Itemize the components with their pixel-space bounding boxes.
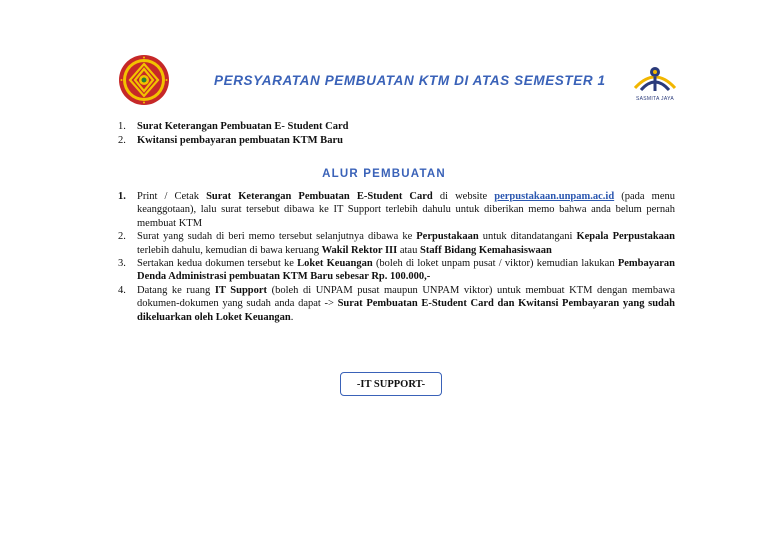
text-run-bold: Kepala Perpustakaan xyxy=(576,231,675,243)
text-run: (boleh di UNPAM pusat maupun UNPAM viktor) untuk membuat KTM dengan membawa dokumen-dokumen yang sudah anda dapat -> xyxy=(137,284,675,310)
text-run: Sertakan kedua dokumen tersebut ke xyxy=(137,258,298,270)
step-2 xyxy=(118,230,675,257)
right-logo-caption: SASMITA JAYA xyxy=(635,96,675,102)
step-number: 3. xyxy=(118,258,126,270)
step-number: 1. xyxy=(118,191,126,202)
text-run: . xyxy=(290,311,294,323)
text-run: Print / Cetak xyxy=(137,191,207,202)
university-seal-icon xyxy=(118,54,170,106)
text-run: untuk ditandatangani xyxy=(478,231,577,243)
website-link[interactable]: perpustakaan.unpam.ac.id xyxy=(494,191,615,202)
step-4 xyxy=(118,284,675,324)
text-run: di website xyxy=(432,191,495,202)
list-text: Kwitansi pembayaran pembuatan KTM Baru xyxy=(137,135,343,146)
text-run-bold: Staff Bidang Kemahasiswaan xyxy=(419,244,552,256)
text-run: atau xyxy=(397,244,420,256)
text-run: terlebih dahulu, kemudian di bawa keruang xyxy=(137,244,322,256)
text-run: (boleh di loket unpam pusat / viktor) kemudian lakukan xyxy=(372,258,618,270)
text-run: (pada menu keanggotaan), lalu surat tersebut dibawa ke IT Support terlebih dahulu untuk diberikan memo bahwa anda belum pernah membuat KTM xyxy=(137,191,675,229)
list-item xyxy=(118,134,678,148)
step-text xyxy=(137,230,675,257)
list-text: Surat Keterangan Pembuatan E- Student Card xyxy=(137,121,349,132)
text-run-bold: Surat Keterangan Pembuatan E-Student Card xyxy=(206,191,433,202)
step-3 xyxy=(118,257,675,284)
section-title: ALUR PEMBUATAN xyxy=(322,168,446,180)
text-run-bold: Wakil Rektor III xyxy=(321,244,398,256)
step-text xyxy=(137,284,675,324)
steps-list xyxy=(118,190,675,324)
list-item xyxy=(118,120,678,134)
text-run-bold: Loket Keuangan xyxy=(297,258,373,270)
page-title: PERSYARATAN PEMBUATAN KTM DI ATAS SEMESTER 1 xyxy=(214,73,606,88)
step-number: 4. xyxy=(118,284,126,296)
text-run: Surat yang sudah di beri memo tersebut selanjutnya dibawa ke xyxy=(137,231,417,243)
text-run-bold: Surat Pembuatan E-Student Card dan Kwitansi Pembayaran yang sudah dikeluarkan oleh Loket Keuangan xyxy=(137,298,675,323)
it-support-box: -IT SUPPORT- xyxy=(340,372,442,396)
step-text xyxy=(137,257,675,284)
list-number: 2. xyxy=(118,135,126,146)
step-text xyxy=(137,190,675,230)
text-run-bold: Perpustakaan xyxy=(416,231,479,243)
requirements-list xyxy=(118,120,678,148)
sasmita-jaya-logo-icon xyxy=(627,58,683,98)
text-run-bold: IT Support xyxy=(214,284,268,296)
list-number: 1. xyxy=(118,121,126,132)
text-run: Datang ke ruang xyxy=(137,284,215,296)
step-1 xyxy=(118,190,675,230)
text-run-bold: Pembayaran Denda Administrasi pembuatan KTM Baru sebesar Rp. 100.000,- xyxy=(137,258,675,283)
step-number: 2. xyxy=(118,231,126,243)
